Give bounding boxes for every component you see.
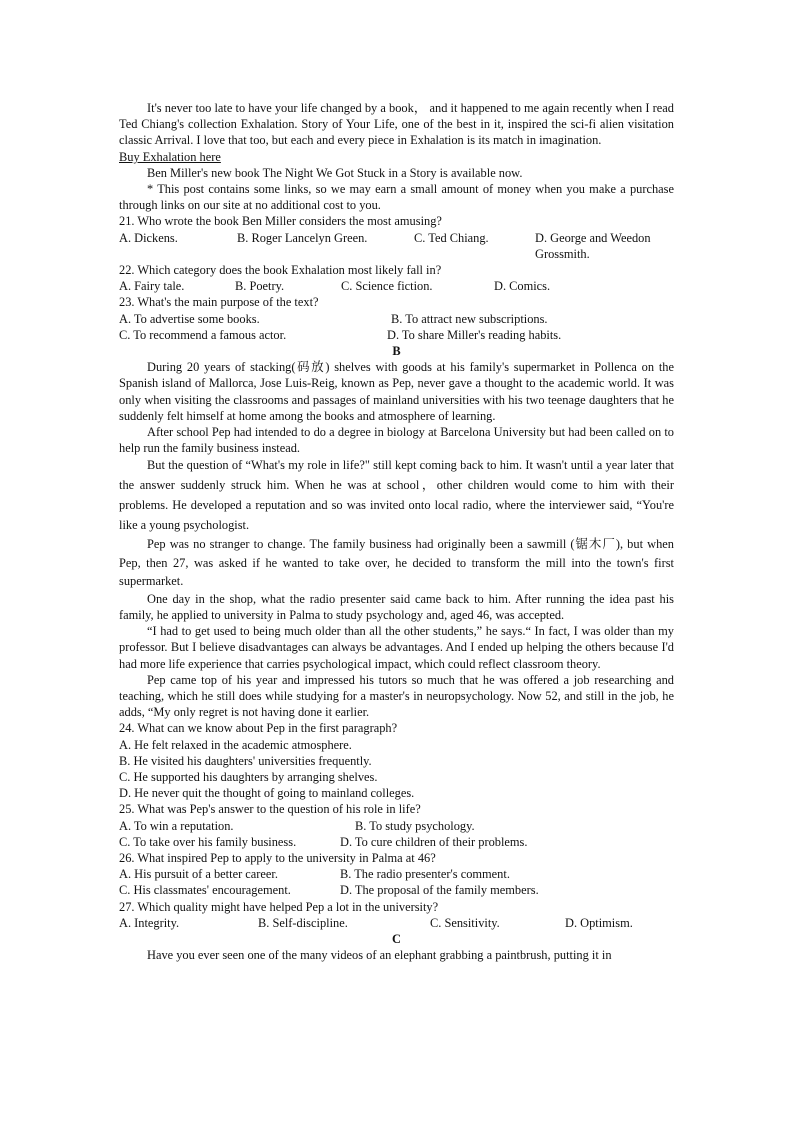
- option-c: C. To take over his family business.: [119, 834, 297, 849]
- option-a: A. He felt relaxed in the academic atmosphere.: [119, 737, 352, 752]
- option-c: C. His classmates' encouragement.: [119, 883, 291, 898]
- document-page: [119, 100, 674, 963]
- passage-c-paragraph-1: Have you ever seen one of the many videos of an elephant grabbing a paintbrush, putting it in: [147, 948, 612, 963]
- option-a: A. To win a reputation.: [119, 818, 234, 833]
- question-26-options-row1: [119, 866, 674, 882]
- question-23-options-row2: [119, 327, 674, 343]
- option-d: D. To cure children of their problems.: [340, 834, 528, 849]
- question-21-stem: 21. Who wrote the book Ben Miller considers the most amusing?: [119, 214, 442, 229]
- option-b: B. Roger Lancelyn Green.: [237, 230, 368, 245]
- option-b: B. Poetry.: [235, 279, 285, 294]
- question-22-options: [119, 278, 674, 294]
- passage-b-paragraph-2: After school Pep had intended to do a degree in biology at Barcelona University but had been called on to help run the family business instead.: [119, 425, 674, 456]
- buy-exhalation-link[interactable]: Buy Exhalation here: [119, 149, 221, 164]
- question-23-stem: 23. What's the main purpose of the text?: [119, 295, 319, 310]
- question-25-stem: 25. What was Pep's answer to the question of his role in life?: [119, 802, 421, 817]
- option-b: B. Self-discipline.: [258, 915, 348, 930]
- option-a: A. Dickens.: [119, 230, 178, 245]
- question-27-options: [119, 915, 674, 931]
- passage-b-paragraph-3: But the question of “What's my role in life?" still kept coming back to him. It wasn't until a year later that the answer suddenly struck him. When he was at school，other children would come to him with their problems. He developed a reputation and so was invited onto local radio, where the interviewer said, “You're like a young psychologist.: [119, 458, 674, 532]
- option-a: A. To advertise some books.: [119, 311, 260, 326]
- passage-a-paragraph: Ben Miller's new book The Night We Got Stuck in a Story is available now.: [147, 165, 523, 180]
- question-25-options-row1: [119, 818, 674, 834]
- option-d: D. George and Weedon Grossmith.: [535, 230, 651, 261]
- option-c: C. He supported his daughters by arranging shelves.: [119, 770, 378, 785]
- question-26-options-row2: [119, 882, 674, 898]
- passage-b-paragraph-1: During 20 years of stacking(码放) shelves with goods at his family's supermarket in Pollenca on the Spanish island of Mallorca, Jose Luis-Reig, known as Pep, never gave a thought to the academic world. It was only when visiting the classrooms and passages of mainland universities with his two teenage daughters that he suddenly felt himself at home among the books and atmosphere of learning.: [119, 360, 674, 423]
- passage-b-paragraph-5: One day in the shop, what the radio presenter said came back to him. After running the idea past his family, he applied to university in Palma to study psychology and, aged 46, was accepted.: [119, 591, 674, 622]
- option-d: D. The proposal of the family members.: [340, 883, 539, 898]
- option-b: B. He visited his daughters' universities frequently.: [119, 753, 372, 768]
- passage-b-paragraph-4: Pep was no stranger to change. The family business had originally been a sawmill (锯木厂), but when Pep, then 27, was asked if he wanted to take over, he decided to transform the mill into the town's first supermarket.: [119, 537, 674, 589]
- option-a: A. Fairy tale.: [119, 279, 185, 294]
- passage-a-note: * This post contains some links, so we may earn a small amount of money when you make a purchase through links on our site at no additional cost to you.: [119, 182, 674, 213]
- section-c-heading: C: [392, 932, 401, 947]
- option-d: D. Comics.: [494, 279, 551, 294]
- option-c: C. To recommend a famous actor.: [119, 327, 287, 342]
- passage-b-paragraph-7: Pep came top of his year and impressed his tutors so much that he was offered a job researching and teaching, which he still does while studying for a master's in neuropsychology. Now 52, and still in the job, he adds, “My only regret is not having done it earlier.: [119, 672, 674, 720]
- option-c: C. Science fiction.: [341, 279, 433, 294]
- question-23-options-row1: [119, 311, 674, 327]
- question-24-stem: 24. What can we know about Pep in the first paragraph?: [119, 721, 398, 736]
- question-26-stem: 26. What inspired Pep to apply to the university in Palma at 46?: [119, 851, 436, 866]
- option-c: C. Ted Chiang.: [414, 230, 489, 245]
- option-b: B. The radio presenter's comment.: [340, 867, 510, 882]
- option-d: D. Optimism.: [565, 915, 633, 930]
- option-b: B. To study psychology.: [355, 818, 475, 833]
- option-a: A. His pursuit of a better career.: [119, 867, 278, 882]
- option-c: C. Sensitivity.: [430, 915, 500, 930]
- option-a: A. Integrity.: [119, 915, 180, 930]
- passage-b-paragraph-6: “I had to get used to being much older than all the other students,” he says.“ In fact, I was older than my professor. But I believe disadvantages can always be advantages. And I ended up helping the others because I'd had more life experience that carries psychological impact, which could reflect classroom theory.: [119, 624, 674, 671]
- option-b: B. To attract new subscriptions.: [391, 311, 548, 326]
- option-d: D. He never quit the thought of going to mainland colleges.: [119, 786, 415, 801]
- question-25-options-row2: [119, 834, 674, 850]
- question-27-stem: 27. Which quality might have helped Pep a lot in the university?: [119, 899, 439, 914]
- question-21-options: [119, 230, 674, 262]
- section-b-heading: B: [392, 344, 401, 359]
- option-d: D. To share Miller's reading habits.: [387, 327, 562, 342]
- question-22-stem: 22. Which category does the book Exhalation most likely fall in?: [119, 263, 442, 278]
- passage-a-paragraph: It's never too late to have your life changed by a book， and it happened to me again recently when I read Ted Chiang's collection Exhalation. Story of Your Life, one of the best in it, inspired the sci-fi alien visitation classic Arrival. I love that too, but each and every piece in Exhalation is its match in imagination.: [119, 101, 674, 148]
